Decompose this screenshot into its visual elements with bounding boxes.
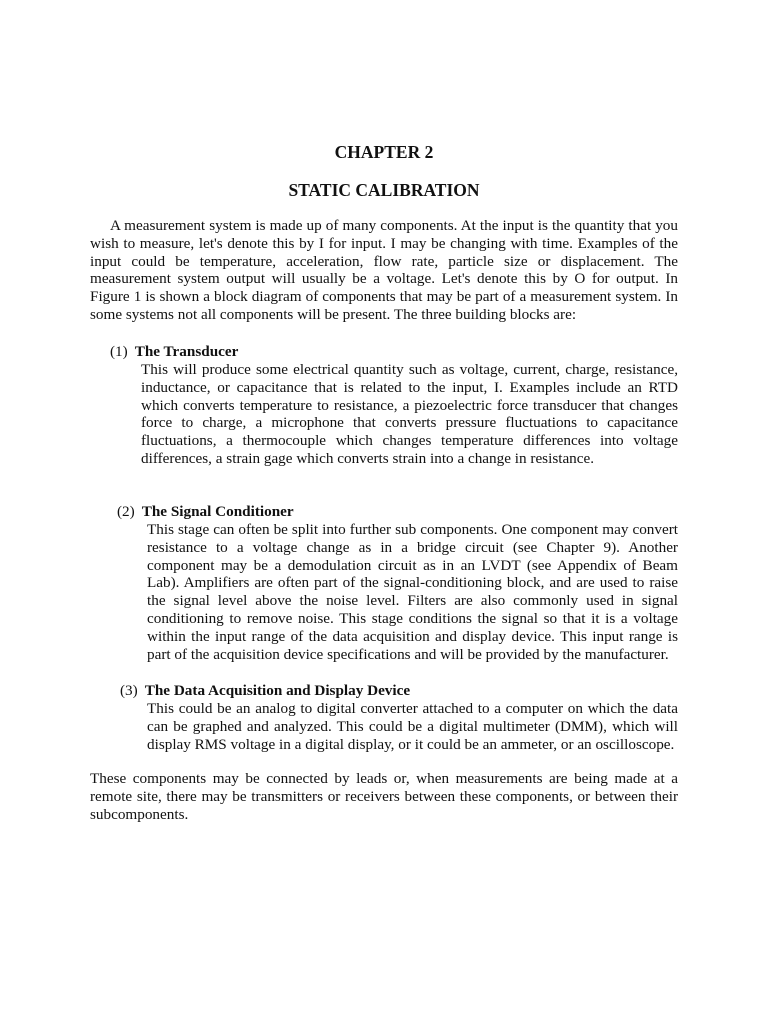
list-item-title: The Data Acquisition and Display Device <box>144 682 411 699</box>
list-item-number: (2) <box>117 503 135 520</box>
page-title: STATIC CALIBRATION <box>288 180 480 200</box>
list-item-title: The Signal Conditioner <box>141 503 294 520</box>
list-item-number: (1) <box>110 343 128 360</box>
list-item-body: This stage can often be split into further sub components. One component may convert resistance to a voltage change as in a bridge circuit (see Chapter 9). Another component may be a demodulation circuit as in an LVDT (see Appendix of Beam Lab). Amplifiers are often part of the signal-conditioning block, and are used to raise the signal level above the noise level. Filters are also commonly used in signal conditioning to remove noise. This stage conditions the signal so that it is a voltage within the input range of the data acquisition and display device. This input range is part of the acquisition device specifications and will be provided by the manufacturer. <box>147 521 678 663</box>
list-item-heading <box>120 682 410 700</box>
chapter-heading: CHAPTER 2 <box>334 142 434 162</box>
list-item-number: (3) <box>120 682 138 699</box>
list-item-heading <box>110 343 238 361</box>
intro-paragraph: A measurement system is made up of many components. At the input is the quantity that you wish to measure, let's denote this by I for input. I may be changing with time. Examples of the input could be temperature, acceleration, flow rate, particle size or displacement. The measurement system output will usually be a voltage. Let's denote this by O for output. In Figure 1 is shown a block diagram of components that may be part of a measurement system. In some systems not all components will be present. The three building blocks are: <box>90 217 678 323</box>
closing-paragraph: These components may be connected by leads or, when measurements are being made at a remote site, there may be transmitters or receivers between these components, or between their subcomponents. <box>90 770 678 823</box>
list-item-body: This will produce some electrical quantity such as voltage, current, charge, resistance, inductance, or capacitance that is related to the input, I. Examples include an RTD which converts temperature to resistance, a piezoelectric force transducer that changes force to charge, a microphone that converts pressure fluctuations to capacitance fluctuations, a thermocouple which changes temperature differences into voltage differences, a strain gage which converts strain into a change in resistance. <box>141 361 678 467</box>
list-item-title: The Transducer <box>134 343 239 360</box>
list-item-body: This could be an analog to digital converter attached to a computer on which the data can be graphed and analyzed. This could be a digital multimeter (DMM), which will display RMS voltage in a digital display, or it could be an ammeter, or an oscilloscope. <box>147 700 678 753</box>
list-item-heading <box>117 503 294 521</box>
